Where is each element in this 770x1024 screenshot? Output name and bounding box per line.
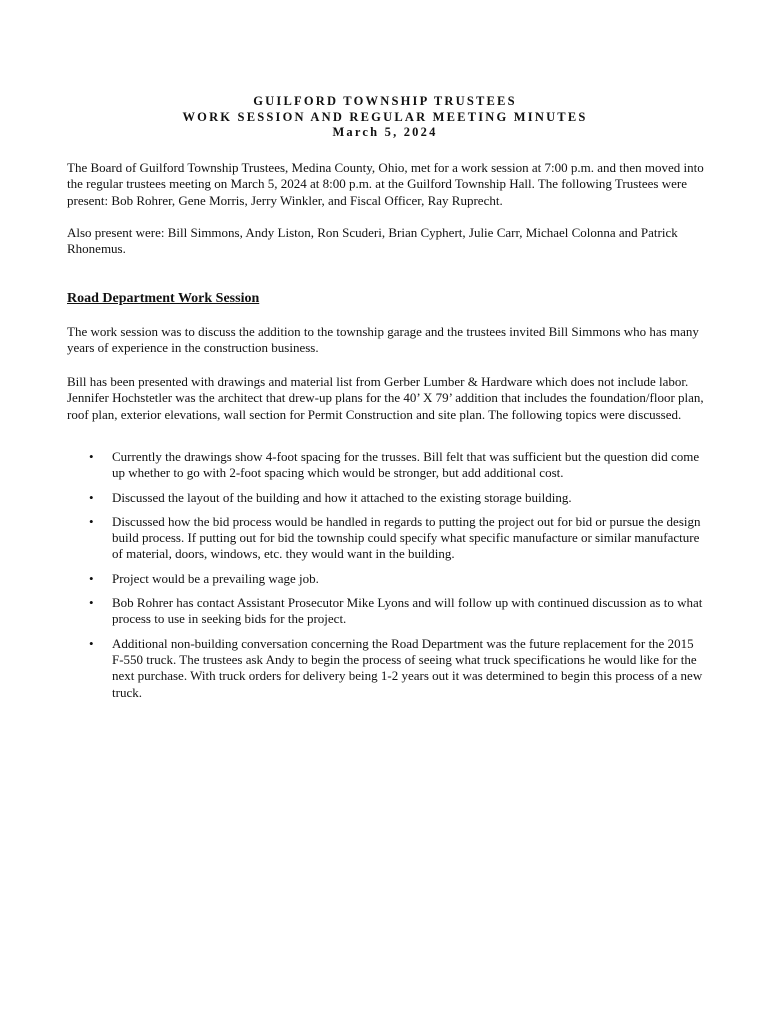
header-date: March 5, 2024 [332, 125, 438, 139]
list-item-text: Discussed how the bid process would be handled in regards to putting the project out for bid or pursue the design build process. If putting out for bid the township could specify what specific manufacture or similar manufacture of material, doors, windows, etc. they would want in the building. [112, 513, 701, 562]
list-item [67, 595, 707, 628]
list-item [67, 490, 707, 506]
section-paragraph-1: The work session was to discuss the addition to the township garage and the trustees invited Bill Simmons who has many years of experience in the construction business. [67, 324, 699, 356]
bullet-icon: • [89, 570, 94, 586]
bullet-icon: • [89, 449, 94, 464]
list-item-text: Project would be a prevailing wage job. [112, 570, 319, 586]
header-title: GUILFORD TOWNSHIP TRUSTEES [253, 94, 517, 108]
list-item [67, 514, 707, 563]
list-item-text: Bob Rohrer has contact Assistant Prosecutor Mike Lyons and will follow up with continued discussion as to what process to use in seeking bids for the project. [112, 595, 703, 627]
list-item [67, 571, 707, 587]
discussion-topics-list [67, 449, 707, 709]
list-item [67, 449, 707, 482]
bullet-icon: • [89, 513, 94, 529]
section-heading: Road Department Work Session [67, 291, 260, 306]
list-item [67, 636, 707, 701]
list-item-text: Currently the drawings show 4-foot spacing for the trusses. Bill felt that was sufficient but the question did come up whether to go with 2-foot spacing which would be stronger, but add additional cost. [112, 449, 700, 481]
intro-paragraph: The Board of Guilford Township Trustees, Medina County, Ohio, met for a work session at 7:00 p.m. and then moved into the regular trustees meeting on March 5, 2024 at 8:00 p.m. at the Guilford Township Hall. The following Trustees were present: Bob Rohrer, Gene Morris, Jerry Winkler, and Fiscal Officer, Ray Ruprecht. [67, 160, 704, 208]
bullet-icon: • [89, 489, 94, 505]
bullet-icon: • [89, 635, 94, 651]
header-subtitle: WORK SESSION AND REGULAR MEETING MINUTES [182, 109, 588, 124]
document-header [0, 94, 770, 141]
attendees-paragraph: Also present were: Bill Simmons, Andy Liston, Ron Scuderi, Brian Cyphert, Julie Carr, Michael Colonna and Patrick Rhonemus. [67, 225, 678, 257]
bullet-icon: • [89, 595, 94, 611]
list-item-text: Additional non-building conversation concerning the Road Department was the future replacement for the 2015 F-550 truck. The trustees ask Andy to begin the process of seeing what truck specifications he would like for the next purchase. With truck orders for delivery being 1-2 years out it was determined to begin this process of a new truck. [112, 635, 703, 700]
list-item-text: Discussed the layout of the building and how it attached to the existing storage building. [112, 489, 572, 505]
section-paragraph-2: Bill has been presented with drawings and material list from Gerber Lumber & Hardware which does not include labor. Jennifer Hochstetler was the architect that drew-up plans for the 40’ X 79’ addition that includes the foundation/floor plan, roof plan, exterior elevations, wall section for Permit Construction and site plan. The following topics were discussed. [67, 374, 704, 422]
